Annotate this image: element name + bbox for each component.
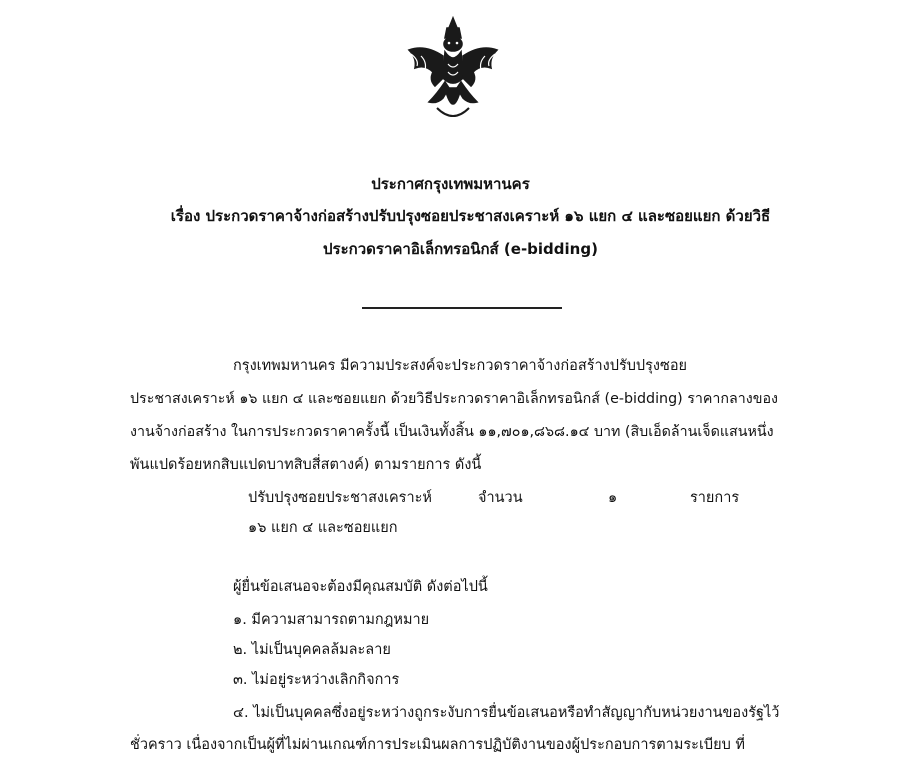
para1-line4: พันแปดร้อยหกสิบแปดบาทสิบสี่สตางค์) ตามรายการ ดังนี้ [130, 457, 482, 473]
item-qty-value: ๑ [608, 490, 618, 506]
announcement-title: ประกาศกรุงเทพมหานคร [371, 175, 530, 193]
para1-line2: ประชาสงเคราะห์ ๑๖ แยก ๔ และซอยแยก ด้วยวิธีประกวดราคาอิเล็กทรอนิกส์ (e-bidding) ราคากลางของ [130, 391, 778, 407]
qualification-4-line1: ๔. ไม่เป็นบุคคลซึ่งอยู่ระหว่างถูกระงับการยื่นข้อเสนอหรือทำสัญญากับหน่วยงานของรัฐไว้ [233, 705, 780, 721]
divider-rule [362, 307, 562, 309]
item-unit: รายการ [690, 490, 740, 506]
subject-line-1: เรื่อง ประกวดราคาจ้างก่อสร้างปรับปรุงซอยประชาสงเคราะห์ ๑๖ แยก ๔ และซอยแยก ด้วยวิธี [170, 207, 771, 225]
para1-line1: กรุงเทพมหานคร มีความประสงค์จะประกวดราคาจ้างก่อสร้างปรับปรุงซอย [233, 358, 688, 374]
para1-line3: งานจ้างก่อสร้าง ในการประกวดราคาครั้งนี้ เป็นเงินทั้งสิ้น ๑๑,๗๐๑,๘๖๘.๑๔ บาท (สิบเอ็ดล้านเจ็ดแสนหนึ่ง [130, 424, 774, 440]
qualification-2: ๒. ไม่เป็นบุคคลล้มละลาย [233, 642, 391, 658]
subject-line-2: ประกวดราคาอิเล็กทรอนิกส์ (e-bidding) [323, 240, 598, 258]
item-name-line2: ๑๖ แยก ๔ และซอยแยก [248, 520, 398, 536]
qualification-4-line2: ชั่วคราว เนื่องจากเป็นผู้ที่ไม่ผ่านเกณฑ์การประเมินผลการปฏิบัติงานของผู้ประกอบการตามระเบียบ ที่ [130, 737, 745, 753]
garuda-emblem [403, 16, 503, 126]
item-qty-label: จำนวน [478, 490, 523, 506]
qualification-1: ๑. มีความสามารถตามกฎหมาย [233, 612, 430, 628]
item-name-line1: ปรับปรุงซอยประชาสงเคราะห์ [248, 490, 432, 506]
qualifications-heading: ผู้ยื่นข้อเสนอจะต้องมีคุณสมบัติ ดังต่อไปนี้ [233, 579, 488, 595]
qualification-3: ๓. ไม่อยู่ระหว่างเลิกกิจการ [233, 672, 400, 688]
